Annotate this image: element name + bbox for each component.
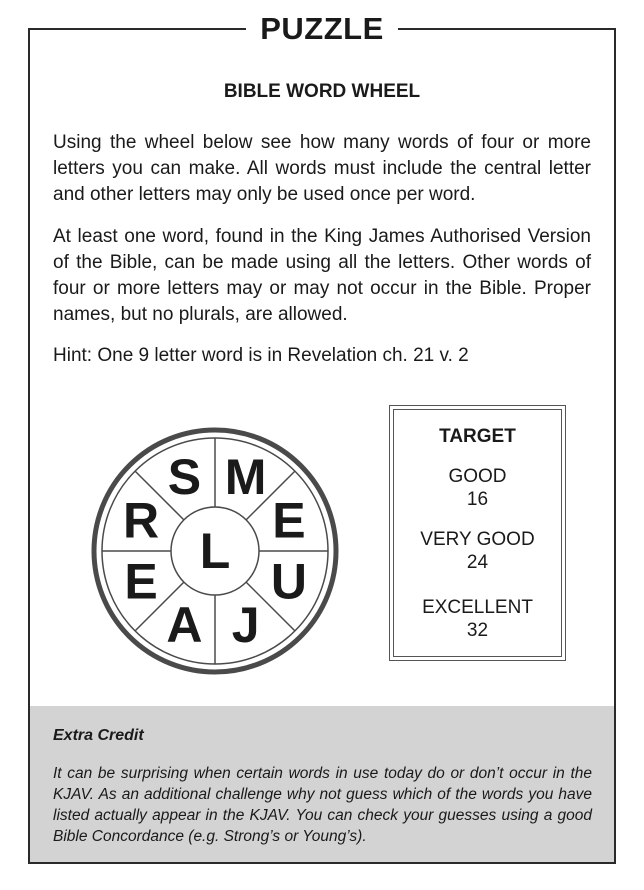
target-panel	[389, 405, 566, 661]
target-level-value: 24	[466, 552, 489, 573]
word-wheel	[90, 426, 340, 676]
wheel-outer-letter: S	[167, 449, 202, 506]
hint-paragraph: Hint: One 9 letter word is in Revelation ch. 21 v. 2	[53, 345, 469, 366]
wheel-outer-letter: J	[231, 596, 260, 653]
extra-credit-title: Extra Credit	[53, 727, 144, 744]
page-title: PUZZLE	[246, 10, 398, 48]
puzzle-subtitle: BIBLE WORD WHEEL	[223, 81, 421, 102]
extra-credit-section	[30, 706, 614, 862]
wheel-outer-letter: R	[123, 492, 160, 549]
wheel-outer-letter: A	[166, 596, 203, 653]
instructions-paragraph: Using the wheel below see how many words of four or more letters you can make. All words must include the central letter and other letters may only be used once per word.	[53, 132, 591, 205]
target-level-value: 16	[466, 489, 489, 510]
wheel-center-letter: L	[199, 523, 231, 579]
target-level-label: VERY GOOD	[420, 529, 535, 550]
wheel-outer-letter: E	[124, 553, 158, 610]
extra-credit-text: It can be surprising when certain words in use today do or don’t occur in the KJAV. As an additional challenge why not guess which of the words you have listed actually appear in the KJAV. You can check your guesses using a good Bible Concordance (e.g. Strong’s or Young’s).	[53, 765, 592, 845]
wheel-outer-letter: E	[272, 492, 306, 549]
target-level-label: EXCELLENT	[422, 597, 533, 618]
wheel-outer-letter: U	[270, 553, 307, 610]
rules-paragraph: At least one word, found in the King James Authorised Version of the Bible, can be made using all the letters. Other words of four or more letters may or may not occur in the Bible. Proper names, but no plurals, are allowed.	[53, 226, 591, 325]
target-level-value: 32	[466, 620, 489, 641]
target-title: TARGET	[439, 426, 516, 447]
target-level-label: GOOD	[448, 466, 507, 487]
wheel-outer-letter: M	[224, 449, 267, 506]
